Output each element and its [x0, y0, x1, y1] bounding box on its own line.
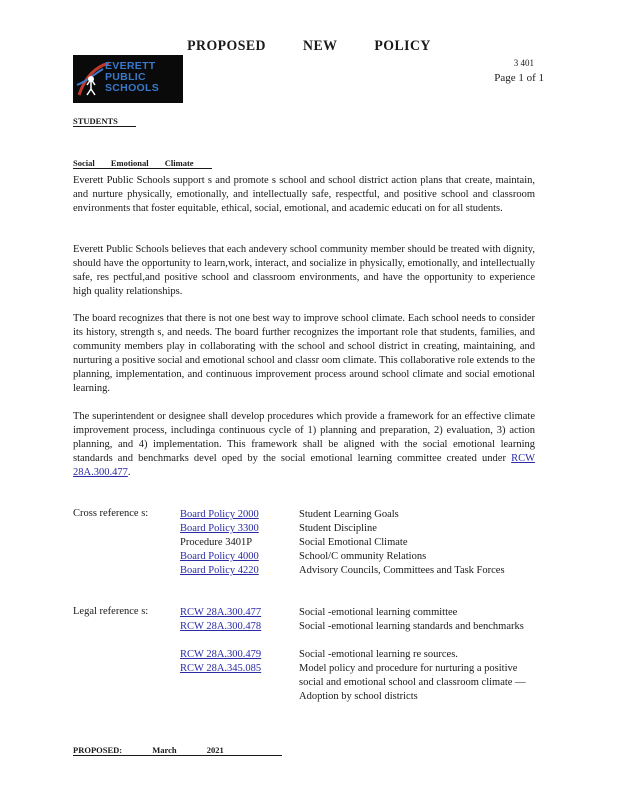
- paragraph-1: Everett Public Schools support s and promote s school and school district action plans that create, maintain, and nurture physically, emotionally, and intellectually safe, respectful, and positive school and classroom environments that foster equitable, ethical, social, emotional, and academic educati on for all students.: [73, 175, 535, 214]
- policy-number: 3 401: [513, 58, 534, 68]
- paragraph-3: The board recognizes that there is not one best way to improve school climate. Each school needs to consider its history, strength s, and needs. The board further recognizes the important role that students, families, and community members play in collaborating with the school and school district in creating, maintaining, and nurturing a positive social and emotional school and classr oom climate. This collaborative role extends to the planning, implementation, and continuous improvement process around school climate and social emotional learning.: [73, 313, 535, 394]
- cross-reference-desc: School/C ommunity Relations: [299, 551, 427, 562]
- page-indicator: Page 1 of 1: [494, 72, 544, 84]
- cross-reference-desc: Student Learning Goals: [299, 509, 399, 520]
- logo-wordmark: EVERETT PUBLIC SCHOOLS: [105, 60, 160, 94]
- legal-reference-code[interactable]: RCW 28A.345.085: [180, 663, 262, 674]
- cross-reference-label: Cross reference s:: [73, 508, 149, 519]
- policy-title: Social Emotional Climate: [73, 158, 212, 169]
- proposed-date-footer: [73, 745, 282, 756]
- legal-reference-code[interactable]: RCW 28A.300.478: [180, 621, 262, 632]
- footer-month: March: [152, 745, 177, 755]
- title-word-new: NEW: [303, 38, 338, 54]
- legal-reference-desc: Social -emotional learning standards and benchmarks: [299, 621, 524, 632]
- paragraph-2: Everett Public Schools believes that each andevery school community member should be treated with dignity, should have the opportunity to learn,work, interact, and socialize in physically, emotionally, and intellectually safe, res pectful,and positive school and classroom environments, and have the opportunity to experience high quality relationships.: [73, 244, 535, 297]
- footer-label: PROPOSED:: [73, 745, 123, 755]
- cross-reference-code[interactable]: Board Policy 4220: [180, 565, 259, 576]
- legal-reference-desc: Social -emotional learning re sources.: [299, 649, 458, 660]
- title-word-policy: POLICY: [374, 38, 431, 54]
- cross-reference-desc: Advisory Councils, Committees and Task Forces: [299, 565, 505, 576]
- section-label: STUDENTS: [73, 116, 136, 127]
- district-logo: [73, 55, 183, 103]
- document-title: [25, 38, 594, 55]
- cross-reference-desc: Social Emotional Climate: [299, 537, 408, 548]
- footer-year: 2021: [206, 745, 224, 755]
- cross-reference-code[interactable]: Board Policy 4000: [180, 551, 259, 562]
- cross-reference-desc: Student Discipline: [299, 523, 377, 534]
- paragraph-4: The superintendent or designee shall develop procedures which provide a framework for an effective climate improvement process, includinga continuous cycle of 1) planning and preparation, 2) evaluation, 3) action planning, and 4) implementation. This framework shall be aligned with the social emotional learning standards and benchmarks devel oped by the social emotional learning committee created under RCW 28A.300.477.: [73, 411, 536, 478]
- legal-reference-code[interactable]: RCW 28A.300.477: [180, 607, 262, 618]
- cross-reference-code[interactable]: Board Policy 2000: [180, 509, 259, 520]
- cross-reference-code[interactable]: Board Policy 3300: [180, 523, 259, 534]
- legal-reference-code[interactable]: RCW 28A.300.479: [180, 649, 262, 660]
- rcw-inline-link[interactable]: RCW 28A.300.477: [73, 453, 536, 478]
- title-word-proposed: PROPOSED: [187, 38, 266, 54]
- cross-reference-code: Procedure 3401P: [180, 537, 253, 548]
- legal-reference-label: Legal reference s:: [73, 606, 149, 617]
- legal-reference-desc: Social -emotional learning committee: [299, 607, 458, 618]
- legal-reference-desc: Model policy and procedure for nurturing a positive social and emotional school and classroom climate — Adoption by school districts: [299, 663, 526, 702]
